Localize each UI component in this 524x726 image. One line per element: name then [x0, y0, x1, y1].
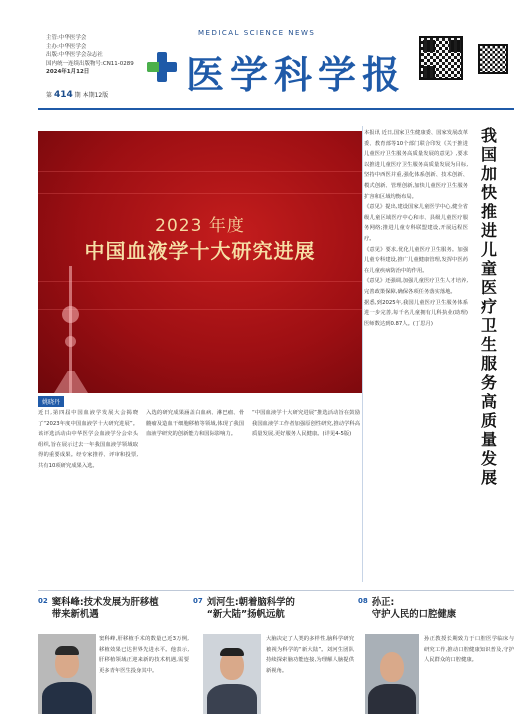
headline-char: 童 [480, 259, 497, 278]
tv-tower-icon [48, 266, 94, 393]
feature-2-text: 大脑决定了人类的多样性,脑科学研究被视为科学的“新大陆”。刘河生团队持续探索脑功能连接,为理解人脑提供新视角。 [266, 636, 354, 674]
headline-char: 量 [480, 430, 497, 449]
headline-char: 医 [480, 278, 497, 297]
headline-char: 加 [480, 164, 497, 183]
feature-number: 02 [38, 597, 48, 605]
english-title: MEDICAL SCIENCE NEWS [198, 29, 316, 37]
feature-title: 刘河生:朝着脑科学的 [206, 597, 295, 608]
headline-char: 儿 [480, 240, 497, 259]
qr-code-icon [419, 36, 463, 80]
feature-3[interactable] [358, 597, 514, 621]
article-paragraph: 《意见》提出,建设国家儿童医学中心,健全省级儿童区域医疗中心和市、县级儿童医疗服务网络;推进儿童专科联盟建设,开展远程医疗。 [364, 204, 468, 242]
meta-line: 主管:中华医学会 [46, 35, 87, 41]
feature-title: 带来新机遇 [51, 609, 99, 620]
article-paragraph: 《意见》要求,优化儿童医疗卫生服务。加强儿童专科建设,推广儿童健康管理,发挥中医药在儿童疾病防治中的作用。 [364, 246, 468, 274]
headline-char: 务 [480, 373, 497, 392]
headline-char: 国 [480, 145, 497, 164]
photo-credit: 姚晓丹 [38, 396, 64, 407]
newspaper-title: 医学科学报 [186, 52, 407, 97]
headline-char: 高 [480, 392, 497, 411]
feature-1-photo [38, 634, 96, 714]
headline-char: 快 [480, 183, 497, 202]
issue-info [46, 90, 108, 100]
headline-char: 服 [480, 354, 497, 373]
feature-title: “新大陆”扬帆远航 [206, 609, 285, 620]
feature-title: 守护人民的口腔健康 [371, 609, 457, 620]
feature-number: 07 [193, 597, 203, 605]
feature-title: 窦科峰:技术发展为肝移植 [51, 597, 159, 608]
article-paragraph: 《意见》还强调,加强儿童医疗卫生人才培养,完善政策保障,确保各项任务落实落地。 [364, 278, 468, 295]
lead-article-col-2: 入选的研究成果涵盖白血病、淋巴瘤、骨髓瘤及造血干细胞移植等领域,体现了我国血液学研究的创新能力和国际影响力。 [146, 410, 244, 438]
headline-char: 质 [480, 411, 497, 430]
issue-date: 2024年1月12日 [46, 69, 90, 76]
headline-char: 进 [480, 221, 497, 240]
masthead-rule [38, 108, 514, 110]
issue-label: 第 [46, 92, 53, 99]
hero-banner [38, 131, 362, 393]
meta-line: 主办:中华医学会 [46, 43, 87, 50]
feature-number: 08 [358, 597, 368, 605]
medical-cross-logo-icon [147, 52, 177, 82]
meta-line: 国内统一连续出版物号:CN11-0289 [46, 60, 134, 67]
headline-char: 卫 [480, 316, 497, 335]
feature-2[interactable] [193, 597, 353, 621]
headline-char: 疗 [480, 297, 497, 316]
bottom-rule [38, 590, 514, 591]
vertical-headline [472, 126, 506, 487]
hero-year: 2023 年度 [155, 216, 245, 236]
lead-article-col-3: “中国血液学十大研究进展”推选活动旨在鼓励我国血液学工作者加强原创性研究,推动学科高质量发展,更好服务人民健康。(详见4-5版) [252, 410, 360, 438]
headline-char: 推 [480, 202, 497, 221]
column-divider [362, 126, 363, 582]
feature-title: 孙正: [371, 597, 395, 608]
hero-title: 中国血液学十大研究进展 [84, 239, 316, 263]
feature-1[interactable] [38, 597, 188, 621]
small-qr-code-icon [478, 44, 508, 74]
article-paragraph: 据悉,到2025年,我国儿童医疗卫生服务体系进一步完善,每千名儿童拥有儿科执业(助理)医师数达到0.87人。(丁思月) [364, 299, 468, 327]
issue-number: 414 [53, 90, 73, 100]
headline-char: 展 [480, 468, 497, 487]
lead-article-col-1: 近日,第四届中国血液学发展大会揭晓了“2023年度中国血液学十大研究进展”。该评选活动由中华医学会血液学分会牵头组织,旨在展示过去一年我国血液学领域取得的重要成果。经专家推荐、评审和投票,共有10项研究成果入选。 [38, 410, 138, 469]
headline-char: 我 [480, 126, 497, 145]
feature-3-text: 孙正教授长期致力于口腔医学临床与研究工作,推动口腔健康知识普及,守护人民群众的口腔健康。 [424, 636, 514, 664]
feature-2-photo [203, 634, 261, 714]
right-article [364, 128, 468, 568]
headline-char: 发 [480, 449, 497, 468]
issue-suffix: 期 本期12版 [74, 92, 109, 99]
feature-1-text: 窦科峰,肝移植手术的数量已近3万例,移植效果已达世界先进水平。他表示,肝移植领域正迎来新的技术机遇,需要更多青年医生投身其中。 [99, 636, 189, 674]
meta-line: 出版:中华医学会杂志社 [46, 52, 103, 59]
masthead-meta [46, 34, 142, 77]
article-paragraph: 本报讯 近日,国家卫生健康委、国家发展改革委、教育部等10个部门联合印发《关于推进儿童医疗卫生服务高质量发展的意见》,要求以推进儿童医疗卫生服务高质量发展为目标,坚持中西医并重,强化体系创新、技术创新、模式创新、管理创新,加快儿童医疗卫生服务扩容和区域均衡布局。 [364, 130, 468, 200]
headline-char: 生 [480, 335, 497, 354]
feature-3-photo [365, 634, 419, 714]
